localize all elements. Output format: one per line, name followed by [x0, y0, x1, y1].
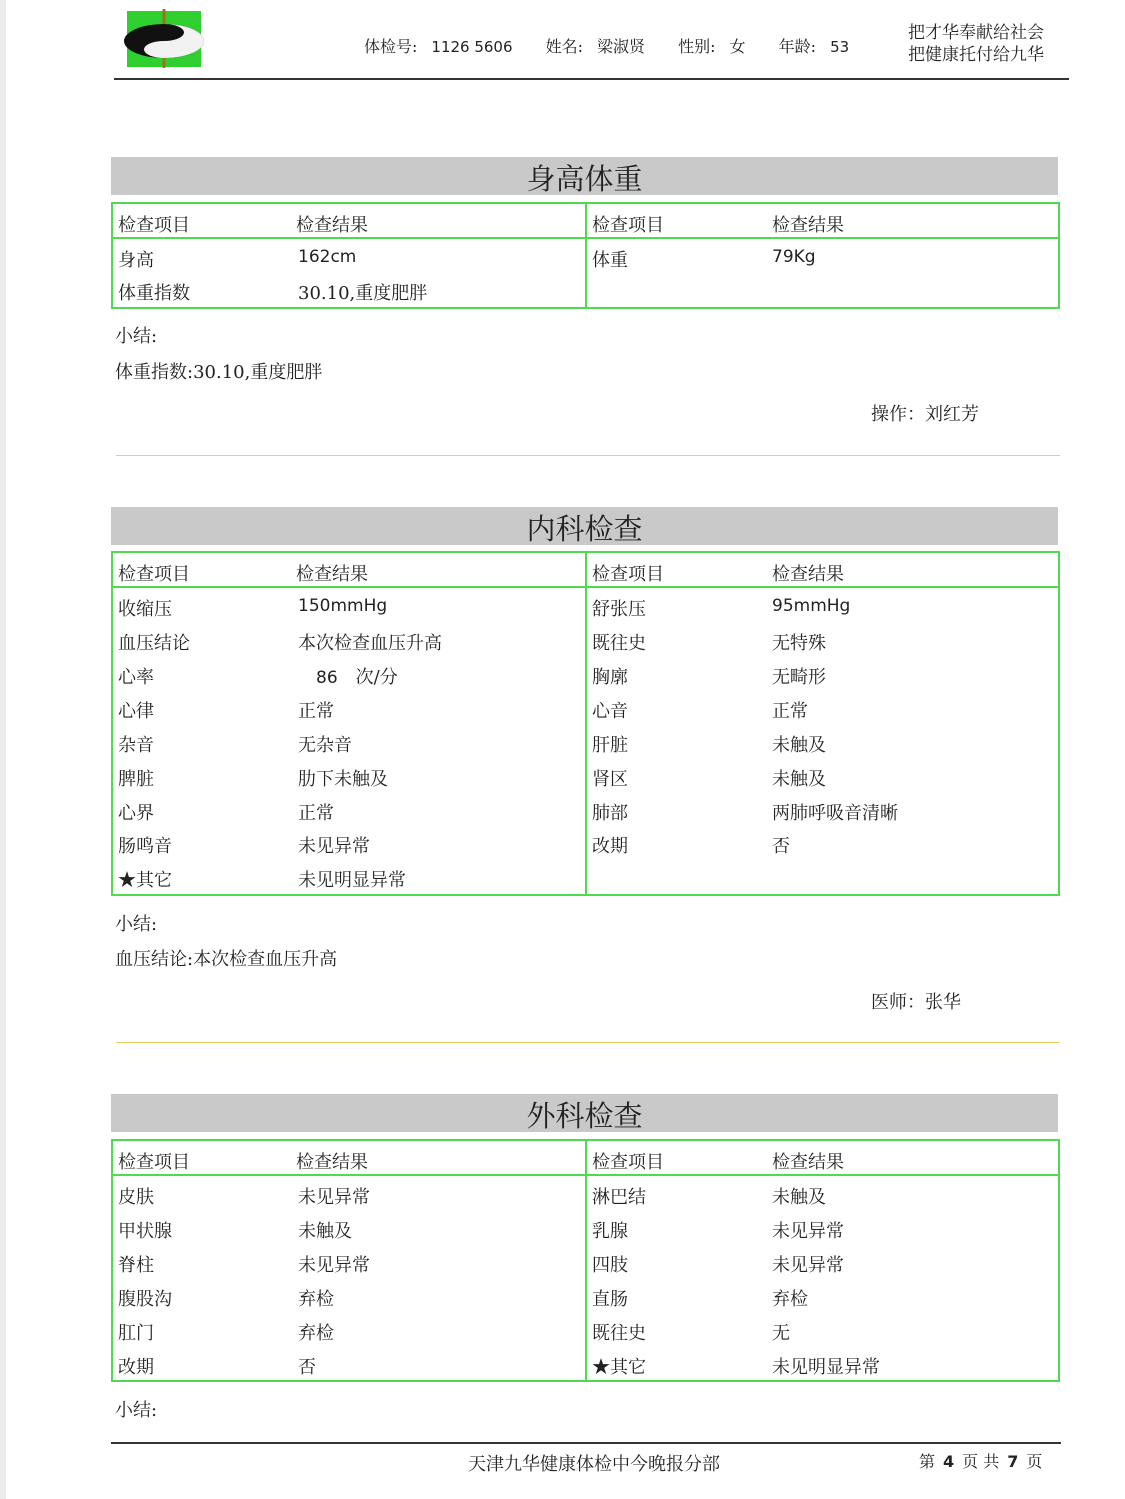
table-row-item: 既往史 [592, 1323, 646, 1344]
section-title-surgical: 外科检查 [111, 1094, 1058, 1132]
table-row-item: 舒张压 [592, 599, 646, 620]
table-row-item: 肛门 [118, 1323, 154, 1344]
footer-organization: 天津九华健康体检中今晚报分部 [468, 1454, 720, 1475]
table-row-result: 未见异常 [298, 1187, 370, 1208]
table-row-item: 体重指数 [118, 283, 190, 304]
table-row-result: 否 [298, 1357, 316, 1378]
table-row-item: 脊柱 [118, 1255, 154, 1276]
table-surgical [111, 1139, 1060, 1382]
table-row-item: 四肢 [592, 1255, 628, 1276]
patient-gender: 女 [729, 37, 746, 56]
table-left-half: 检查项目 检查结果 收缩压 150mmHg 血压结论 本次检查血压升高 心率 86 次/分 心律 正常 杂音 无杂音 脾脏 肋下未触及 心界 正常 肠鸣音 未见异常 ★其它 未见明显异常 [118, 564, 442, 891]
section-divider [116, 455, 1060, 456]
table-row-item: 收缩压 [118, 599, 172, 620]
table-row-result: 正常 [772, 701, 808, 722]
exam-number: 1126 5606 [431, 38, 513, 56]
table-row-item: 肝脏 [592, 735, 628, 756]
table-row-item: 脾脏 [118, 769, 154, 790]
table-row-result: 无 [772, 1323, 790, 1344]
table-row-item: 甲状腺 [118, 1221, 172, 1242]
table-row-item: 乳腺 [592, 1221, 628, 1242]
table-row-item: 改期 [118, 1357, 154, 1378]
table-row-item: 改期 [592, 836, 628, 857]
footer-divider [111, 1442, 1061, 1444]
table-row-item: 肾区 [592, 769, 628, 790]
table-row-result: 本次检查血压升高 [298, 633, 442, 654]
table-row-result: 弃检 [298, 1323, 334, 1344]
table-row-item: ★其它 [118, 870, 172, 891]
table-row-result: 未触及 [772, 735, 826, 756]
table-row-result: 未触及 [298, 1221, 352, 1242]
table-row-item: 直肠 [592, 1289, 628, 1310]
doctor-signature: 医师：张华 [871, 992, 961, 1013]
table-row-result: 正常 [298, 701, 334, 722]
table-row-result: 未触及 [772, 1187, 826, 1208]
table-row-result: 弃检 [772, 1289, 808, 1310]
table-row-item: 身高 [118, 250, 154, 271]
table-internal [111, 551, 1060, 896]
slogan: 把才华奉献给社会 把健康托付给九华 [908, 23, 1044, 65]
section-divider [116, 1042, 1060, 1043]
table-row-result: 150mmHg [298, 596, 388, 616]
table-row-result: 弃检 [298, 1289, 334, 1310]
table-row-item: 淋巴结 [592, 1187, 646, 1208]
table-row-result: 162cm [298, 247, 357, 267]
table-row-result: 否 [772, 836, 790, 857]
table-row-item: 心律 [118, 701, 154, 722]
summary-text: 体重指数:30.10,重度肥胖 [115, 362, 323, 383]
table-row-result: 30.10,重度肥胖 [298, 283, 428, 304]
taiji-logo-icon [121, 7, 207, 69]
header-divider [114, 78, 1069, 80]
patient-info: 体检号: 1126 5606 姓名: 梁淑贤 性别: 女 年龄: 53 [364, 37, 850, 56]
table-left-half: 检查项目 检查结果 身高 162cm 体重指数 30.10,重度肥胖 [118, 215, 428, 304]
table-row-item: 心率 [118, 667, 154, 688]
table-left-half: 检查项目 检查结果 皮肤 未见异常 甲状腺 未触及 脊柱 未见异常 腹股沟 弃检 肛门 弃检 改期 否 [118, 1152, 370, 1378]
table-row-result: 正常 [298, 803, 334, 824]
table-row-result: 未见明显异常 [772, 1357, 880, 1378]
table-right-half: 检查项目 检查结果 体重 79Kg [585, 204, 1060, 307]
table-row-item: ★其它 [592, 1357, 646, 1378]
section-title-height-weight: 身高体重 [111, 157, 1058, 195]
table-row-result: 未触及 [772, 769, 826, 790]
table-row-result: 两肺呼吸音清晰 [772, 803, 898, 824]
page-number: 第 4 页 共 7 页 [919, 1452, 1043, 1471]
page-edge [0, 0, 6, 1499]
table-row-item: 杂音 [118, 735, 154, 756]
table-row-result: 未见异常 [298, 836, 370, 857]
patient-age: 53 [830, 38, 850, 56]
table-row-item: 皮肤 [118, 1187, 154, 1208]
table-row-item: 心音 [592, 701, 628, 722]
section-title-internal: 内科检查 [111, 507, 1058, 545]
table-row-result: 无杂音 [298, 735, 352, 756]
operator-signature: 操作：刘红芳 [871, 404, 979, 425]
table-row-result: 79Kg [772, 247, 816, 267]
table-row-item: 胸廓 [592, 667, 628, 688]
summary-label: 小结: [115, 1400, 158, 1421]
table-row-result: 86 次/分 [316, 667, 398, 688]
table-row-item: 心界 [118, 803, 154, 824]
table-row-item: 血压结论 [118, 633, 190, 654]
table-row-result: 无特殊 [772, 633, 826, 654]
table-row-result: 无畸形 [772, 667, 826, 688]
table-right-half: 检查项目 检查结果 舒张压 95mmHg 既往史 无特殊 胸廓 无畸形 心音 正常 肝脏 未触及 肾区 未触及 肺部 两肺呼吸音清晰 改期 否 [585, 553, 1060, 894]
table-row-result: 95mmHg [772, 596, 851, 616]
table-row-item: 体重 [592, 250, 628, 271]
table-right-half: 检查项目 检查结果 淋巴结 未触及 乳腺 未见异常 四肢 未见异常 直肠 弃检 既往史 无 ★其它 未见明显异常 [585, 1141, 1060, 1380]
table-row-result: 未见异常 [772, 1255, 844, 1276]
table-row-result: 肋下未触及 [298, 769, 388, 790]
table-row-result: 未见异常 [298, 1255, 370, 1276]
table-height-weight [111, 202, 1060, 309]
table-row-item: 肺部 [592, 803, 628, 824]
table-row-item: 既往史 [592, 633, 646, 654]
patient-name: 梁淑贤 [597, 37, 646, 56]
table-row-item: 肠鸣音 [118, 836, 172, 857]
table-row-result: 未见异常 [772, 1221, 844, 1242]
table-row-result: 未见明显异常 [298, 870, 406, 891]
table-row-item: 腹股沟 [118, 1289, 172, 1310]
summary-text: 血压结论:本次检查血压升高 [115, 949, 338, 970]
summary-label: 小结: [115, 914, 158, 935]
summary-label: 小结: [115, 326, 158, 347]
